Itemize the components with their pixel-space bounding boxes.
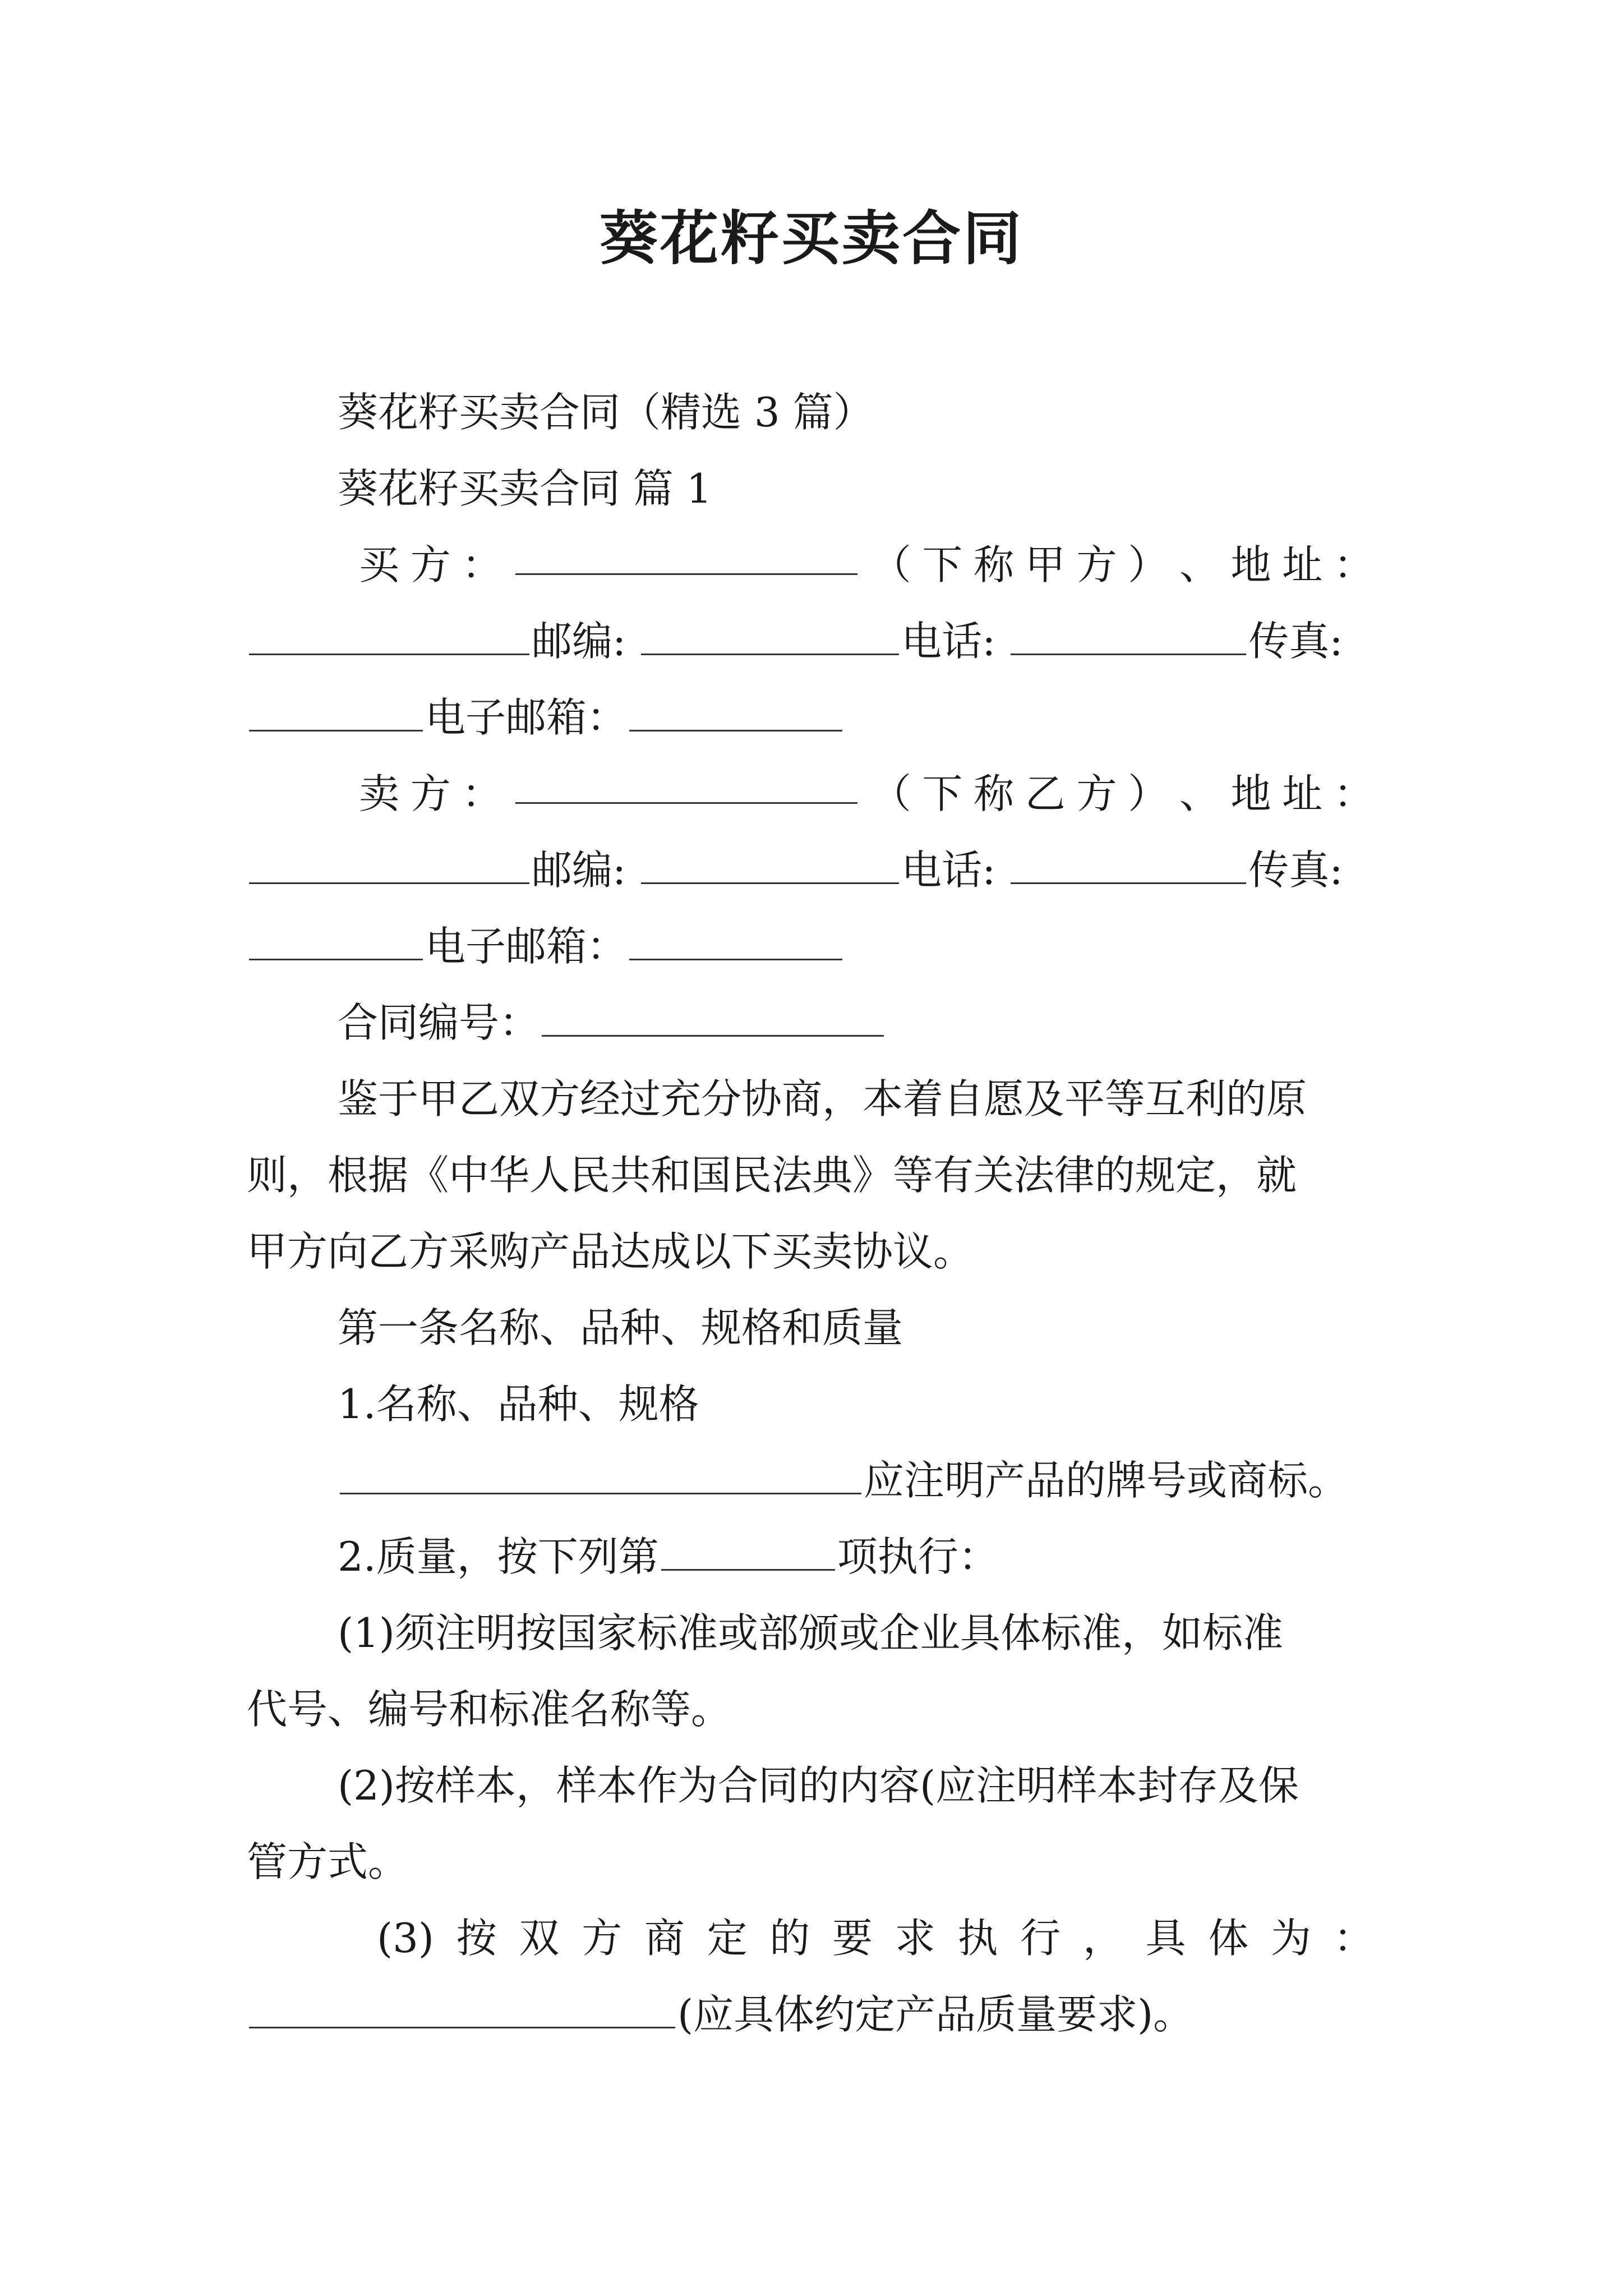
buyer-email-label: 电子邮箱： (425, 694, 628, 741)
seller-contact-line (247, 839, 1343, 901)
product-name-blank[interactable] (340, 1453, 861, 1494)
option-3-char: 为 (1271, 1915, 1312, 1962)
option-2-line-2: 管方式。 (247, 1838, 409, 1885)
seller-desig-char: 乙 (1025, 770, 1066, 817)
contract-no-label: 合同编号： (338, 999, 540, 1046)
option-3-char: 双 (519, 1915, 560, 1962)
buyer-postcode-blank[interactable] (641, 614, 899, 655)
option-2-line-1: (2)按样本，样本作为合同的内容(应注明样本封存及保 (338, 1762, 1299, 1809)
option-3-char: 执 (957, 1915, 998, 1962)
option-3-char: 商 (644, 1915, 685, 1962)
seller-line (359, 763, 1374, 825)
buyer-desig-char: ） (1128, 541, 1169, 588)
buyer-name-blank[interactable] (515, 534, 857, 575)
option-3-char: 求 (895, 1915, 935, 1962)
option-3-char: 行 (1020, 1915, 1061, 1962)
seller-desig-char: 称 (974, 770, 1015, 817)
option-3-char: 方 (582, 1915, 623, 1962)
buyer-desig-char: （ (870, 541, 911, 588)
option-3-char: 要 (832, 1915, 873, 1962)
option-1-line-1: (1)须注明按国家标准或部颁或企业具体标准，如标准 (338, 1609, 1283, 1657)
quality-requirement-blank[interactable] (249, 1987, 675, 2028)
seller-label-char: 方 (410, 770, 451, 817)
buyer-desig-char: ： (1333, 541, 1374, 588)
subtitle: 葵花籽买卖合同（精选 3 篇） (338, 389, 874, 436)
seller-email-label: 电子邮箱： (425, 923, 628, 970)
buyer-fax-blank[interactable] (249, 691, 423, 731)
option-3-char: 的 (769, 1915, 810, 1962)
option-3-note: (应具体约定产品质量要求)。 (677, 1991, 1194, 2038)
article-1-item-1-note: 应注明产品的牌号或商标。 (864, 1457, 1349, 1504)
seller-label-char: 卖 (359, 770, 400, 817)
option-3-spread (377, 1907, 1374, 1969)
seller-desig-char: ： (1333, 770, 1374, 817)
seller-desig-char: 方 (1076, 770, 1117, 817)
option-3-char: 按 (456, 1915, 497, 1962)
option-3-char: (3) (377, 1915, 434, 1962)
seller-address-blank[interactable] (249, 843, 529, 884)
buyer-label-char: 方 (410, 541, 451, 588)
seller-fax-label: 传真: (1248, 846, 1343, 894)
seller-label-char: ： (462, 770, 502, 817)
buyer-line (359, 534, 1374, 596)
buyer-desig-char: 下 (922, 541, 963, 588)
option-3-char: 具 (1145, 1915, 1186, 1962)
contract-no-blank[interactable] (542, 996, 884, 1037)
option-3-char: ， (1082, 1915, 1123, 1962)
buyer-contact-line (247, 610, 1343, 672)
buyer-phone-label: 电话: (901, 618, 996, 665)
seller-phone-label: 电话: (901, 846, 996, 894)
seller-desig-char: 址 (1282, 770, 1323, 817)
buyer-desig-char: 地 (1230, 541, 1271, 588)
buyer-desig-char: 甲 (1025, 541, 1066, 588)
option-3-line-2 (247, 1984, 1193, 2045)
buyer-email-blank[interactable] (629, 691, 842, 731)
seller-desig-char: （ (870, 770, 911, 817)
buyer-fax-label: 传真: (1248, 618, 1343, 665)
seller-postcode-blank[interactable] (641, 843, 899, 884)
article-1-item-2 (338, 1526, 999, 1588)
seller-postcode-label: 邮编: (532, 846, 626, 894)
seller-desig-char: ） (1128, 770, 1169, 817)
buyer-label-char: ： (462, 541, 502, 588)
seller-desig-char: 下 (922, 770, 963, 817)
option-1-line-2: 代号、编号和标准名称等。 (247, 1686, 732, 1733)
preamble-line-1: 鉴于甲乙双方经过充分协商，本着自愿及平等互利的原 (338, 1075, 1307, 1122)
buyer-label-char: 买 (359, 541, 400, 588)
article-1-heading: 第一条名称、品种、规格和质量 (338, 1304, 903, 1351)
seller-desig-char: 、 (1179, 770, 1220, 817)
seller-spread (359, 763, 1374, 825)
buyer-desig-char: 方 (1076, 541, 1117, 588)
preamble-line-2: 则，根据《中华人民共和国民法典》等有关法律的规定，就 (247, 1152, 1297, 1199)
buyer-desig-char: 址 (1282, 541, 1323, 588)
contract-no-line (338, 992, 886, 1053)
seller-phone-blank[interactable] (1011, 843, 1246, 884)
option-3-char: 定 (707, 1915, 748, 1962)
seller-fax-blank[interactable] (249, 919, 423, 960)
option-3-line-1 (377, 1907, 1374, 1969)
article-1-item-1: 1.名称、品种、规格 (338, 1381, 699, 1428)
buyer-postcode-label: 邮编: (532, 618, 626, 665)
buyer-desig-char: 、 (1179, 541, 1220, 588)
seller-email-line (247, 915, 845, 977)
buyer-desig-char: 称 (974, 541, 1015, 588)
buyer-phone-blank[interactable] (1011, 614, 1246, 655)
article-1-item-2-suffix: 项执行： (837, 1533, 999, 1580)
seller-desig-char: 地 (1230, 770, 1271, 817)
preamble-line-3: 甲方向乙方采购产品达成以下买卖协议。 (247, 1228, 974, 1275)
article-1-item-2-prefix: 2.质量，按下列第 (338, 1533, 659, 1580)
seller-name-blank[interactable] (515, 763, 857, 804)
section-heading: 葵花籽买卖合同 篇 1 (338, 465, 712, 512)
option-3-char: 体 (1208, 1915, 1249, 1962)
buyer-email-line (247, 687, 845, 748)
buyer-spread (359, 534, 1374, 596)
seller-email-blank[interactable] (629, 919, 842, 960)
quality-option-blank[interactable] (661, 1530, 835, 1571)
option-3-char: ： (1333, 1915, 1374, 1962)
article-1-item-1-note-line (338, 1450, 1348, 1511)
document-title: 葵花籽买卖合同 (599, 204, 1023, 273)
buyer-address-blank[interactable] (249, 614, 529, 655)
